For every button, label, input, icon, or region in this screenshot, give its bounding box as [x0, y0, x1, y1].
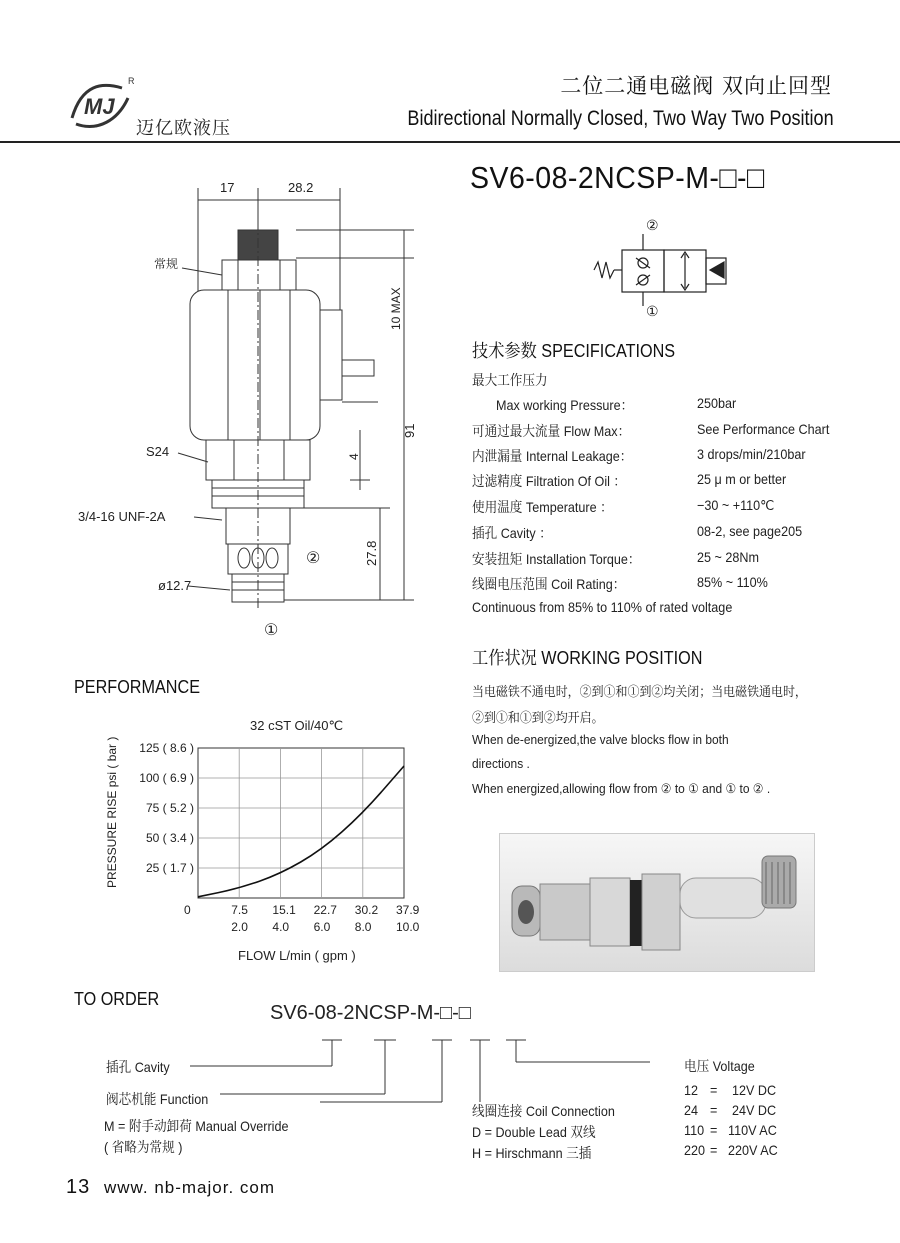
spec-value: 25 μ m or better [697, 471, 787, 487]
chart-xlabel: FLOW L/min ( gpm ) [238, 948, 356, 963]
dim-17: 17 [220, 180, 235, 195]
spec-value: 3 drops/min/210bar [697, 446, 806, 462]
website-link[interactable]: www. nb-major. com [103, 1178, 276, 1197]
coil-connection-title: 线圈连接 Coil Connection [472, 1103, 615, 1119]
spec-label: 内泄漏量 Internal Leakage： [472, 448, 633, 464]
symbol-port-1: ① [646, 303, 659, 318]
x-tick-label: 22.7 [313, 903, 337, 917]
spec-label: 线圈电压范围 Coil Rating： [472, 576, 626, 592]
chart-ylabel: PRESSURE RISE psi ( bar ) [105, 736, 119, 888]
order-override: M = 附手动卸荷 Manual Override [104, 1118, 289, 1134]
chart-grid [198, 748, 404, 898]
voltage-value: 220V AC [728, 1142, 778, 1158]
label-diameter: ø12.7 [158, 578, 192, 593]
voltage-code: 110 [684, 1122, 705, 1138]
voltage-eq: = [710, 1102, 718, 1118]
order-cavity: 插孔 Cavity [106, 1059, 170, 1075]
voltage-code: 24 [684, 1102, 699, 1118]
spec-value: 250bar [697, 395, 737, 411]
voltage-value: 110V AC [728, 1122, 777, 1138]
symbol-port-2: ② [646, 217, 659, 233]
header-rule [0, 141, 900, 143]
order-code: SV6-08-2NCSP-M-□-□ [270, 1002, 471, 1024]
page-title-en: Bidirectional Normally Closed, Two Way Two Position [407, 107, 834, 130]
dim-10max: 10 MAX [389, 287, 403, 330]
logo-registered: R [128, 76, 135, 86]
dim-91: 91 [402, 423, 417, 438]
performance-heading: PERFORMANCE [74, 677, 201, 697]
coil-option-h: H = Hirschmann 三插 [472, 1145, 592, 1161]
spec-value: −30 ~ +110℃ [697, 497, 775, 513]
model-number: SV6-08-2NCSP-M-□-□ [470, 160, 765, 195]
spec-label: 安装扭矩 Installation Torque： [472, 551, 641, 567]
working-line: When de-energized,the valve blocks flow in both [472, 732, 729, 747]
label-thread: 3/4-16 UNF-2A [78, 509, 166, 524]
page-number: 13 [66, 1176, 91, 1198]
x-tick-label: 15.1 [272, 903, 296, 917]
chart-title: 32 cST Oil/40℃ [250, 718, 344, 733]
brand-name: 迈亿欧液压 [136, 118, 231, 139]
voltage-eq: = [710, 1142, 718, 1158]
spec-value: 85% ~ 110% [697, 574, 768, 590]
order-heading: TO ORDER [74, 989, 160, 1009]
y-tick-label: 100 ( 6.9 ) [139, 771, 194, 785]
x-tick-label: 7.5 [231, 903, 248, 917]
dim-27-8: 27.8 [364, 540, 379, 566]
voltage-title: 电压 Voltage [684, 1058, 755, 1074]
coil-body [190, 290, 320, 440]
logo-letters: MJ [84, 94, 115, 119]
spec-value: See Performance Chart [697, 421, 830, 437]
series-line-pressure-rise [198, 766, 404, 897]
chart-frame [198, 748, 404, 898]
label-s24: S24 [146, 444, 170, 459]
order-function: 阀芯机能 Function [106, 1091, 209, 1107]
voltage-eq: = [710, 1082, 718, 1098]
coil-option-d: D = Double Lead 双线 [472, 1124, 596, 1140]
working-line: directions . [472, 756, 530, 771]
x-tick-label-gpm: 10.0 [396, 920, 420, 934]
voltage-code: 12 [684, 1082, 699, 1098]
origin-label: 0 [184, 903, 191, 917]
symbol-box-closed [622, 250, 664, 292]
dim-28-2: 28.2 [288, 180, 314, 195]
x-tick-label: 37.9 [396, 903, 420, 917]
voltage-value: 12V DC [732, 1082, 777, 1098]
valve-photo-illustration [500, 834, 814, 971]
order-leaders [170, 1036, 690, 1106]
label-changgui: 常规 [154, 257, 179, 271]
hydraulic-symbol [590, 214, 750, 318]
y-tick-label: 125 ( 8.6 ) [139, 741, 194, 755]
voltage-eq: = [710, 1122, 718, 1138]
spring-icon [594, 262, 614, 278]
performance-chart [90, 708, 430, 970]
page-title-cn: 二位二通电磁阀 双向止回型 [560, 74, 832, 98]
working-heading: 工作状况 WORKING POSITION [472, 648, 703, 668]
spec-label: 插孔 Cavity ： [472, 525, 552, 541]
spec-label: 过滤精度 Filtration Of Oil ： [472, 473, 627, 489]
voltage-code: 220 [684, 1142, 706, 1158]
spade-terminal [342, 360, 374, 376]
working-line: When energized,allowing flow from ② to ① and ① to ② . [472, 781, 771, 796]
product-photo [499, 833, 815, 972]
spec-label: 最大工作压力 [472, 372, 548, 388]
x-tick-label-gpm: 6.0 [313, 920, 331, 934]
hex-nut-top [222, 260, 296, 290]
working-line: ②到①和①到②均开启。 [472, 710, 604, 725]
solenoid-icon [710, 262, 724, 278]
order-override-note: ( 省略为常规 ) [104, 1139, 183, 1155]
y-tick-label: 50 ( 3.4 ) [145, 831, 194, 845]
coil-terminal [320, 310, 342, 400]
spec-label: Max working Pressure： [496, 397, 634, 413]
x-tick-label-gpm: 2.0 [231, 920, 248, 934]
x-tick-label-gpm: 4.0 [272, 920, 290, 934]
chart-ticks [139, 741, 419, 934]
spec-note: Continuous from 85% to 110% of rated voltage [472, 599, 733, 615]
voltage-value: 24V DC [732, 1102, 777, 1118]
port-2-label: ② [306, 550, 321, 567]
page-footer [66, 1176, 275, 1199]
spec-value: 25 ~ 28Nm [697, 549, 759, 565]
x-tick-label-gpm: 8.0 [354, 920, 372, 934]
y-tick-label: 25 ( 1.7 ) [145, 861, 194, 875]
valve-drawing [70, 170, 430, 640]
specs-heading: 技术参数 SPECIFICATIONS [472, 341, 676, 361]
spec-label: 使用温度 Temperature ： [472, 499, 613, 515]
brand-logo [62, 74, 138, 136]
x-tick-label: 30.2 [354, 903, 379, 917]
port-1-label: ① [264, 622, 279, 639]
spec-value: 08-2, see page205 [697, 523, 803, 539]
dim-4: 4 [347, 453, 361, 460]
spec-label: 可通过最大流量 Flow Max： [472, 423, 631, 439]
y-tick-label: 75 ( 5.2 ) [145, 801, 194, 815]
working-line: 当电磁铁不通电时，②到①和①到②均关闭；当电磁铁通电时， [472, 684, 807, 699]
